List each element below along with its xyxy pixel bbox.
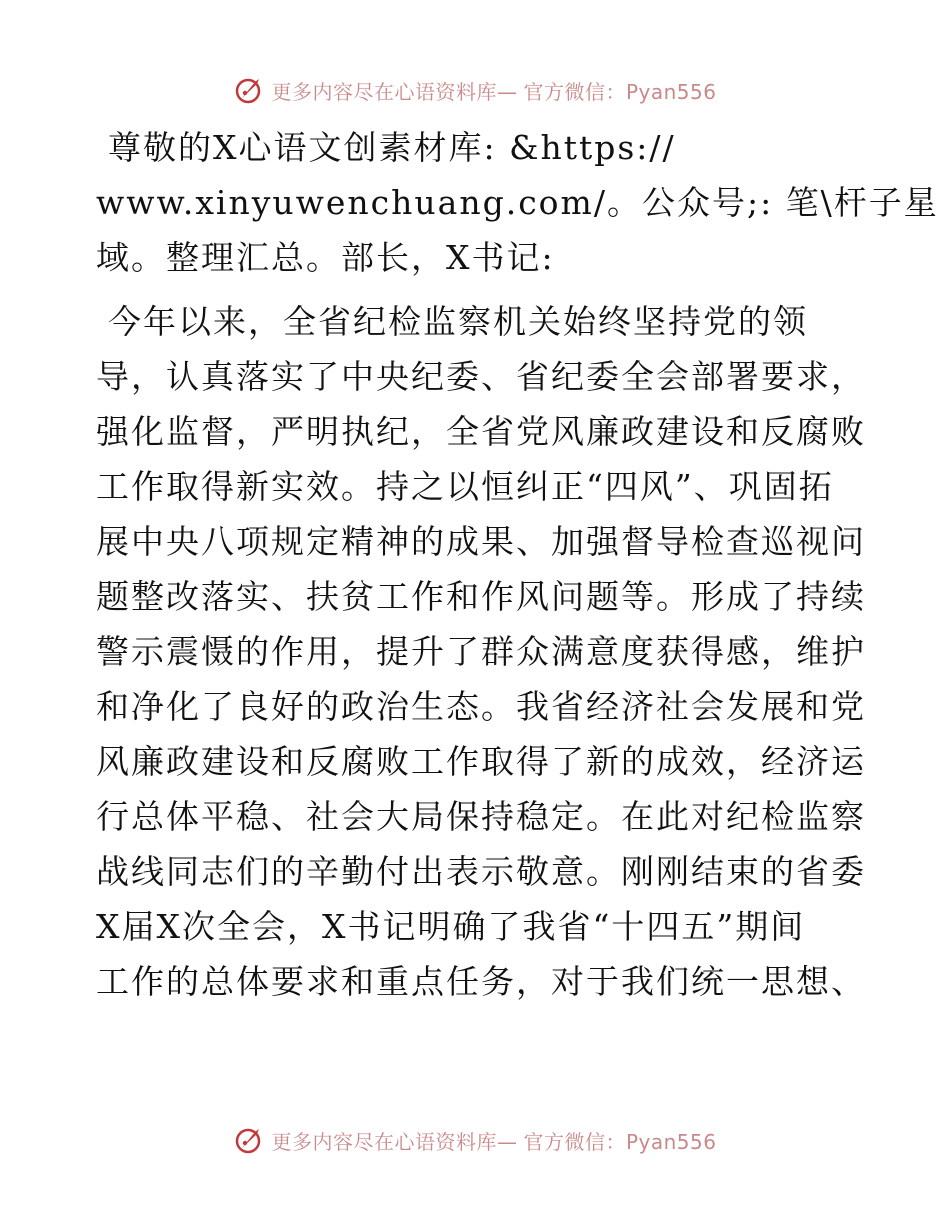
document-body	[96, 120, 939, 1009]
text-line: 今年以来，全省纪检监察机关始终坚持党的领	[108, 302, 808, 341]
text-line: 工作取得新实效。持之以恒纠正“四风”、巩固拓	[96, 467, 834, 506]
text-line: 强化监督，严明执纪，全省党风廉政建设和反腐败	[96, 412, 866, 451]
text-line: X届X次全会，X书记明确了我省“十四五”期间	[96, 907, 806, 946]
footer-watermark	[0, 1124, 950, 1156]
text-line: 警示震慑的作用，提升了群众满意度获得感，维护	[96, 632, 866, 671]
text-line: 行总体平稳、社会大局保持稳定。在此对纪检监察	[96, 797, 866, 836]
paragraph-main	[96, 294, 866, 1009]
text-line: 工作的总体要求和重点任务，对于我们统一思想、	[96, 962, 866, 1001]
watermark-main-text: 更多内容尽在心语资料库—	[271, 1129, 518, 1154]
text-line: 展中央八项规定精神的成果、加强督导检查巡视问	[96, 522, 866, 561]
text-line: 尊敬的X心语文创素材库: &https://	[108, 128, 676, 167]
text-line: 风廉政建设和反腐败工作取得了新的成效，经济运	[96, 742, 866, 781]
brush-logo-icon	[233, 1124, 265, 1156]
brush-logo-icon	[233, 74, 265, 106]
paragraph-salutation	[96, 120, 939, 285]
text-line: 战线同志们的辛勤付出表示敬意。刚刚结束的省委	[96, 852, 866, 891]
header-watermark	[0, 74, 950, 106]
watermark-wechat-text: 官方微信：Pyan556	[523, 1129, 717, 1154]
watermark-wechat-text: 官方微信：Pyan556	[523, 79, 717, 104]
text-line: 和净化了良好的政治生态。我省经济社会发展和党	[96, 687, 866, 726]
watermark-main-text: 更多内容尽在心语资料库—	[271, 79, 518, 104]
text-line: www.xinyuwenchuang.com/。公众号;: 笔\杆子星	[96, 183, 939, 222]
text-line: 题整改落实、扶贫工作和作风问题等。形成了持续	[96, 577, 866, 616]
text-line: 导，认真落实了中央纪委、省纪委全会部署要求，	[96, 357, 866, 396]
text-line: 域。整理汇总。部长，X书记:	[96, 238, 555, 277]
